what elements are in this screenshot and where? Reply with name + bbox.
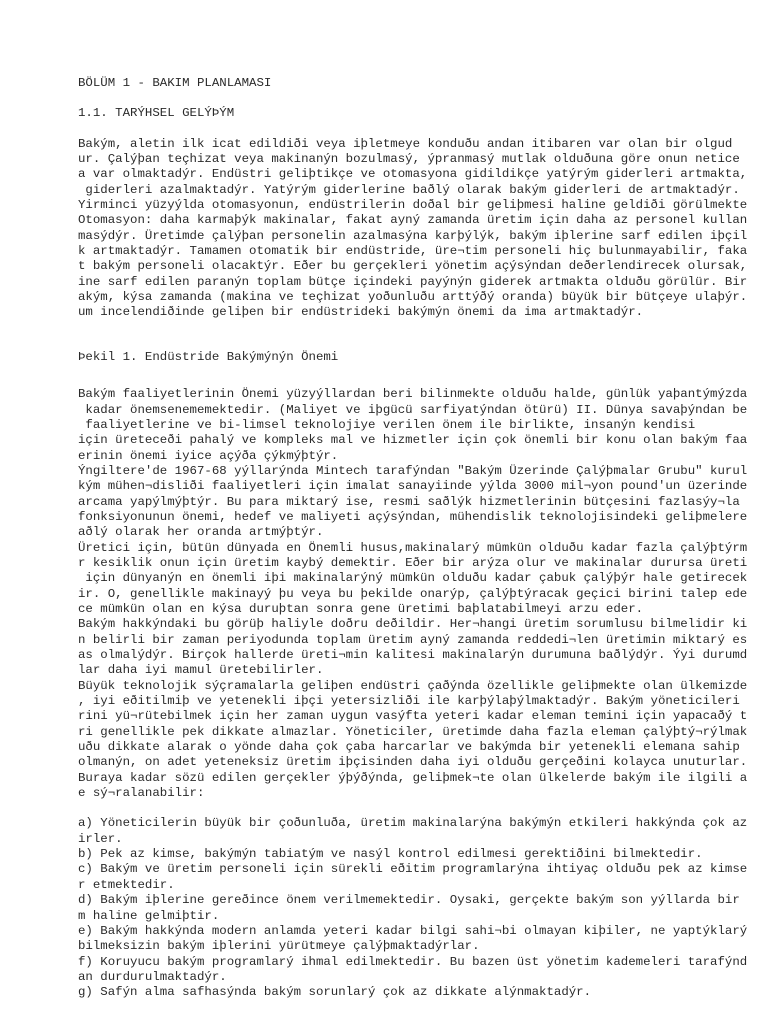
list-item: d) Bakým iþlerine gereðince önem verilmemektedir. Oysaki, gerçekte bakým son yýllarda bir xyxy=(78,893,740,908)
chapter-title: BÖLÜM 1 - BAKIM PLANLAMASI xyxy=(78,76,272,90)
text-line: um incelendiðinde geliþen bir endüstrideki bakýmýn önemi da ima artmaktadýr. xyxy=(78,305,644,320)
text-line: Bakým faaliyetlerinin Önemi yüzyýllardan beri bilinmekte olduðu halde, günlük yaþantýmýzda xyxy=(78,387,748,402)
text-line: için üreteceði pahalý ve kompleks mal ve hizmetler için çok önemli bir konu olan bakým faa xyxy=(78,433,748,448)
list-item: c) Bakým ve üretim personeli için sürekli eðitim programlarýna ihtiyaç olduðu pek az kimse xyxy=(78,862,748,877)
text-line: lar daha iyi mamul üretebilirler. xyxy=(78,663,324,678)
text-line: k artmaktadýr. Tamamen otomatik bir endüstride, üre¬tim personeli hiç bulunmayabilir, faka xyxy=(78,244,748,259)
list-item: irler. xyxy=(78,831,123,846)
problem-list xyxy=(78,816,768,1000)
text-line: n belirli bir zaman periyodunda toplam üretim ayný zamanda reddedi¬len üretimin miktarý es xyxy=(78,632,748,647)
list-item: an durdurulmaktadýr. xyxy=(78,969,227,984)
text-line: Bakým hakkýndaki bu görüþ haliyle doðru deðildir. Her¬hangi üretim sorumlusu bilmelidir ki xyxy=(78,617,748,632)
text-line: fonksiyonunun önemi, hedef ve maliyeti açýsýndan, mühendislik teknolojisindeki geliþmelere xyxy=(78,509,748,524)
text-line: erinin önemi iyice açýða çýkmýþtýr. xyxy=(78,448,339,463)
text-line: Yirminci yüzyýlda otomasyonun, endüstrilerin doðal bir geliþmesi haline geldiði görülmekte xyxy=(78,198,748,213)
text-line: ir. O, genellikle makinayý þu veya bu þekilde onarýp, çalýþtýracak geçici birini talep ede xyxy=(78,586,748,601)
text-line: a var olmaktadýr. Endüstri geliþtikçe ve otomasyona gidildikçe yatýrým giderleri artmakta, xyxy=(78,167,748,182)
text-line: ine sarf edilen paranýn toplam bütçe içindeki payýnýn giderek artmakta olduðu görülür. Bir xyxy=(78,274,748,289)
text-line: için dünyanýn en önemli iþi makinalarýný mümkün olduðu kadar çabuk çalýþýr hale getirecek xyxy=(78,571,748,586)
text-line: kadar önemsenememektedir. (Maliyet ve iþgücü sarfiyatýndan ötürü) II. Dünya savaþýndan be xyxy=(78,402,748,417)
text-line: olmanýn, on adet yeteneksiz üretim iþçisinden daha iyi olduðu gerçeðini kolayca unuturlar. xyxy=(78,755,748,770)
text-line: e sý¬ralanabilir: xyxy=(78,786,205,801)
list-item: g) Safýn alma safhasýnda bakým sorunlarý çok az dikkate alýnmaktadýr. xyxy=(78,985,592,1000)
document-body xyxy=(78,76,768,1001)
text-line: , iyi eðitilmiþ ve yetenekli iþçi yetersizliði ile karþýlaþýlmaktadýr. Bakým yöneticileri xyxy=(78,694,740,709)
list-item: bilmeksizin bakým iþlerini yürütmeye çalýþmaktadýrlar. xyxy=(78,939,480,954)
text-line: Otomasyon: daha karmaþýk makinalar, fakat ayný zamanda üretim için daha az personel kullan xyxy=(78,213,748,228)
list-item: r etmektedir. xyxy=(78,877,175,892)
text-line: ce mümkün olan en kýsa duruþtan sonra gene üretimi baþlatabilmeyi arzu eder. xyxy=(78,601,644,616)
text-line: Buraya kadar sözü edilen gerçekler ýþýðýnda, geliþmek¬te olan ülkelerde bakým ile ilgili a xyxy=(78,770,748,785)
text-line: kým mühen¬disliði faaliyetleri için imalat sanayiinde yýlda 3000 mil¬yon pound'un üzerinde xyxy=(78,479,748,494)
list-item: b) Pek az kimse, bakýmýn tabiatým ve nasýl kontrol edilmesi gerektiðini bilmektedir. xyxy=(78,847,703,862)
text-line: masýdýr. Üretimde çalýþan personelin azalmasýna karþýlýk, bakým iþlerine sarf edilen iþçil xyxy=(78,228,748,243)
text-line: faaliyetlerine ve bi-limsel teknolojiye verilen önem ile birlikte, insanýn kendisi xyxy=(78,417,696,432)
text-line: Bakým, aletin ilk icat edildiði veya iþletmeye konduðu andan itibaren var olan bir olgud xyxy=(78,136,733,151)
list-item: m haline gelmiþtir. xyxy=(78,908,220,923)
text-line: akým, kýsa zamanda (makina ve teçhizat yoðunluðu arttýðý oranda) büyük bir bütçeye ulaþýr. xyxy=(78,290,748,305)
figure-caption: Þekil 1. Endüstride Bakýmýnýn Önemi xyxy=(78,349,339,364)
text-line: Büyük teknolojik sýçramalarla geliþen endüstri çaðýnda özellikle geliþmekte olan ülkemizde xyxy=(78,678,748,693)
text-line: ri genellikle pek dikkate almazlar. Yöneticiler, üretimde daha fazla eleman çalýþtý¬rýlmak xyxy=(78,724,748,739)
list-item: f) Koruyucu bakým programlarý ihmal edilmektedir. Bu bazen üst yönetim kademeleri tarafýnd xyxy=(78,954,748,969)
text-line: arcama yapýlmýþtýr. Bu para miktarý ise, resmi saðlýk hizmetlerinin bütçesini fazlasýy¬la xyxy=(78,494,740,509)
paragraph-importance xyxy=(78,387,768,801)
list-item: e) Bakým hakkýnda modern anlamda yeteri kadar bilgi sahi¬bi olmayan kiþiler, ne yaptýklarý xyxy=(78,923,748,938)
text-line: Ýngiltere'de 1967-68 yýllarýnda Mintech tarafýndan "Bakým Üzerinde Çalýþmalar Grubu" kurul xyxy=(78,463,748,478)
list-item: a) Yöneticilerin büyük bir çoðunluða, üretim makinalarýna bakýmýn etkileri hakkýnda çok az xyxy=(78,816,748,831)
text-line: t bakým personeli olacaktýr. Eðer bu gerçekleri yönetim açýsýndan deðerlendirecek olursak, xyxy=(78,259,748,274)
text-line: ur. Çalýþan teçhizat veya makinanýn bozulmasý, ýpranmasý mutlak olduðuna göre onun netice xyxy=(78,152,740,167)
text-line: uðu dikkate alarak o yönde daha çok çaba harcarlar ve bakýmda bir yetenekli elemana sahip xyxy=(78,740,740,755)
section-title: 1.1. TARÝHSEL GELÝÞÝM xyxy=(78,106,235,121)
text-line: aðlý olarak her oranda artmýþtýr. xyxy=(78,525,324,540)
text-line: rini yü¬rütebilmek için her zaman uygun vasýfta yeteri kadar eleman temini için yapacaðý t xyxy=(78,709,748,724)
text-line: r kesiklik onun için üretim kaybý demektir. Eðer bir arýza olur ve makinalar durursa üreti xyxy=(78,555,748,570)
text-line: Üretici için, bütün dünyada en Önemli husus,makinalarý mümkün olduðu kadar fazla çalýþtýrm xyxy=(78,540,748,555)
paragraph-history xyxy=(78,137,768,321)
text-line: as olmalýdýr. Birçok hallerde üreti¬min kalitesi makinalarýn durumuna baðlýdýr. Ýyi durumd xyxy=(78,648,748,662)
text-line: giderleri azalmaktadýr. Yatýrým giderlerine baðlý olarak bakým giderleri de artmaktadýr. xyxy=(78,182,740,197)
